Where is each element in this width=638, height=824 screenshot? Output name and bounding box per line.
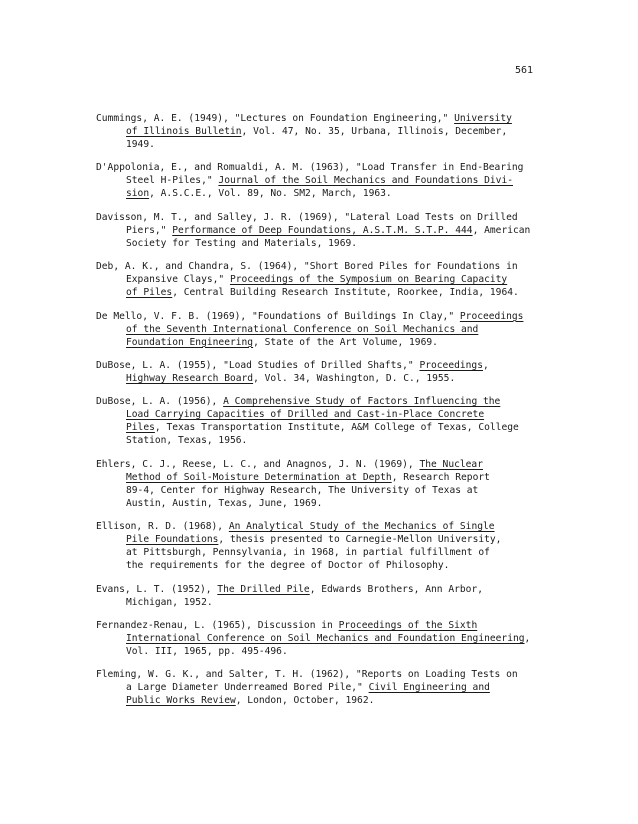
reference-line bbox=[96, 681, 576, 694]
reference-line bbox=[96, 224, 576, 237]
reference-line bbox=[96, 161, 576, 174]
reference-text: , A.S.C.E., Vol. 89, No. SM2, March, 1963. bbox=[149, 188, 392, 200]
underlined-title-text: Method of Soil-Moisture Determination at Depth bbox=[126, 471, 392, 483]
reference-text: Evans, L. T. (1952), bbox=[96, 583, 218, 595]
reference-line bbox=[96, 694, 576, 707]
reference-text: the requirements for the degree of Doctor of Philosophy. bbox=[126, 560, 450, 572]
reference-text: Piers," bbox=[126, 224, 173, 236]
reference-entry bbox=[96, 520, 576, 572]
underlined-title-text: sion bbox=[126, 188, 150, 200]
underlined-title-text: Highway Research Board bbox=[126, 372, 254, 384]
reference-text: Michigan, 1952. bbox=[126, 596, 213, 608]
reference-line bbox=[96, 458, 576, 471]
reference-text: Ellison, R. D. (1968), bbox=[96, 521, 229, 533]
reference-text: Steel H-Piles," bbox=[126, 175, 219, 187]
reference-line bbox=[96, 471, 576, 484]
reference-text: DuBose, L. A. (1956), bbox=[96, 396, 224, 408]
reference-text: Austin, Austin, Texas, June, 1969. bbox=[126, 497, 323, 509]
reference-entry bbox=[96, 395, 576, 447]
reference-line bbox=[96, 632, 576, 645]
reference-text: , Vol. 47, No. 35, Urbana, Illinois, December, bbox=[241, 126, 508, 137]
reference-text: Society for Testing and Materials, 1969. bbox=[126, 237, 358, 249]
underlined-title-text: Piles bbox=[126, 422, 155, 434]
underlined-title-text: A Comprehensive Study of Factors Influencing the bbox=[223, 396, 501, 408]
underlined-title-text: The Nuclear bbox=[419, 458, 483, 470]
reference-line bbox=[96, 421, 576, 434]
reference-line bbox=[96, 187, 576, 200]
reference-text: Deb, A. K., and Chandra, S. (1964), "Short Bored Piles for Foundations in bbox=[96, 261, 518, 273]
reference-text: , London, October, 1962. bbox=[235, 695, 375, 707]
reference-line bbox=[96, 174, 576, 187]
underlined-title-text: Journal of the Soil Mechanics and Foundations Divi- bbox=[218, 175, 513, 187]
reference-line bbox=[96, 520, 576, 533]
underlined-title-text: An Analytical Study of the Mechanics of Single bbox=[228, 521, 495, 533]
reference-text: , bbox=[524, 632, 531, 644]
underlined-title-text: Foundation Engineering bbox=[126, 336, 254, 348]
reference-text: D'Appolonia, E., and Romualdi, A. M. (1963), "Load Transfer in End-Bearing bbox=[96, 162, 524, 174]
reference-line bbox=[96, 336, 576, 349]
reference-line bbox=[96, 286, 576, 299]
reference-text: Expansive Clays," bbox=[126, 274, 230, 286]
reference-text: , Research Report bbox=[391, 471, 490, 483]
reference-line bbox=[96, 533, 576, 546]
underlined-title-text: Proceedings of the Symposium on Bearing Capacity bbox=[229, 274, 508, 286]
reference-text: , State of the Art Volume, 1969. bbox=[253, 336, 438, 348]
reference-line bbox=[96, 359, 576, 372]
reference-line bbox=[96, 112, 576, 125]
underlined-title-text: International Conference on Soil Mechanics and Foundation Engineering bbox=[126, 632, 525, 644]
underlined-title-text: of Piles bbox=[126, 287, 173, 299]
reference-entry bbox=[96, 668, 576, 707]
reference-line bbox=[96, 583, 576, 596]
underlined-title-text: Proceedings bbox=[419, 359, 483, 371]
reference-line bbox=[96, 310, 576, 323]
reference-line bbox=[96, 211, 576, 224]
reference-entry bbox=[96, 260, 576, 299]
reference-entry bbox=[96, 619, 576, 658]
reference-entry bbox=[96, 310, 576, 349]
underlined-title-text: The Drilled Pile bbox=[217, 583, 310, 595]
underlined-title-text: Proceedings of the Sixth bbox=[338, 619, 478, 631]
reference-text: , American bbox=[472, 224, 531, 236]
reference-line bbox=[96, 619, 576, 632]
reference-line bbox=[96, 138, 576, 151]
reference-text: , thesis presented to Carnegie-Mellon University, bbox=[218, 534, 502, 546]
reference-line bbox=[96, 372, 576, 385]
reference-line bbox=[96, 497, 576, 510]
reference-entry bbox=[96, 211, 576, 250]
reference-entry bbox=[96, 112, 576, 151]
reference-line bbox=[96, 668, 576, 681]
reference-text: Fleming, W. G. K., and Salter, T. H. (1962), "Reports on Loading Tests on bbox=[96, 669, 518, 681]
reference-text: , Edwards Brothers, Ann Arbor, bbox=[309, 583, 483, 595]
reference-text: , Vol. 34, Washington, D. C., 1955. bbox=[253, 372, 456, 384]
underlined-title-text: of Illinois Bulletin bbox=[126, 126, 242, 137]
reference-line bbox=[96, 125, 576, 138]
page-number: 561 bbox=[515, 65, 534, 76]
reference-text: , Texas Transportation Institute, A&M College of Texas, College bbox=[154, 422, 519, 434]
underlined-title-text: Public Works Review bbox=[126, 695, 236, 707]
reference-line bbox=[96, 273, 576, 286]
reference-text: , Central Building Research Institute, Roorkee, India, 1964. bbox=[172, 287, 519, 299]
reference-text: at Pittsburgh, Pennsylvania, in 1968, in partial fulfillment of bbox=[126, 547, 490, 559]
underlined-title-text: Pile Foundations bbox=[126, 534, 219, 546]
reference-line bbox=[96, 395, 576, 408]
reference-line bbox=[96, 434, 576, 447]
underlined-title-text: Load Carrying Capacities of Drilled and Cast-in-Place Concrete bbox=[126, 409, 485, 421]
reference-text: De Mello, V. F. B. (1969), "Foundations of Buildings In Clay," bbox=[96, 310, 460, 322]
reference-text: Ehlers, C. J., Reese, L. C., and Anagnos, J. N. (1969), bbox=[96, 458, 420, 470]
reference-line bbox=[96, 559, 576, 572]
reference-entry bbox=[96, 458, 576, 510]
underlined-title-text: Performance of Deep Foundations, A.S.T.M. S.T.P. 444 bbox=[172, 224, 473, 236]
reference-text: Fernandez-Renau, L. (1965), Discussion in bbox=[96, 619, 339, 631]
reference-line bbox=[96, 323, 576, 336]
reference-text: 89-4, Center for Highway Research, The University of Texas at bbox=[126, 484, 479, 496]
reference-text: , bbox=[483, 359, 489, 371]
reference-entry bbox=[96, 161, 576, 200]
underlined-title-text: University bbox=[454, 113, 512, 124]
reference-text: Station, Texas, 1956. bbox=[126, 435, 248, 447]
reference-text: 1949. bbox=[126, 139, 155, 150]
reference-line bbox=[96, 645, 576, 658]
reference-text: a Large Diameter Underreamed Bored Pile," bbox=[126, 682, 369, 694]
reference-text: Cummings, A. E. (1949), "Lectures on Foundation Engineering," bbox=[96, 113, 455, 124]
reference-list bbox=[96, 112, 576, 718]
reference-line bbox=[96, 237, 576, 250]
reference-line bbox=[96, 408, 576, 421]
reference-line bbox=[96, 546, 576, 559]
underlined-title-text: Proceedings bbox=[459, 310, 524, 322]
reference-text: Vol. III, 1965, pp. 495-496. bbox=[126, 645, 288, 657]
underlined-title-text: of the Seventh International Conference on Soil Mechanics and bbox=[126, 323, 479, 335]
reference-text: Davisson, M. T., and Salley, J. R. (1969), "Lateral Load Tests on Drilled bbox=[96, 211, 518, 223]
reference-entry bbox=[96, 583, 576, 609]
underlined-title-text: Civil Engineering and bbox=[368, 682, 490, 694]
reference-line bbox=[96, 260, 576, 273]
reference-entry bbox=[96, 359, 576, 385]
reference-text: DuBose, L. A. (1955), "Load Studies of Drilled Shafts," bbox=[96, 359, 420, 371]
reference-line bbox=[96, 484, 576, 497]
reference-line bbox=[96, 596, 576, 609]
